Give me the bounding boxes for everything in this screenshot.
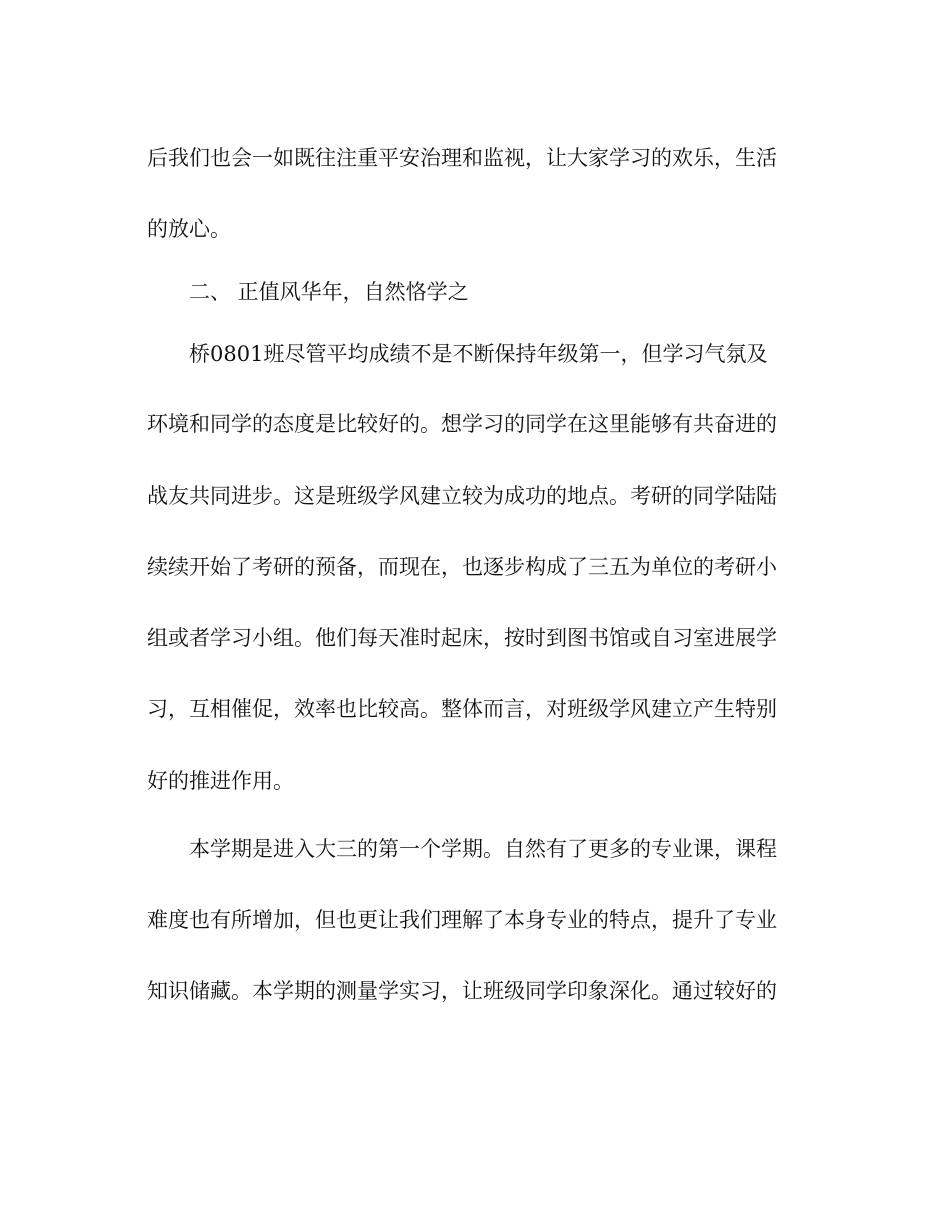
paragraph-line: 桥0801班尽管平均成绩不是不断保持年级第一，但学习气氛及 (189, 342, 768, 366)
section-heading: 二、 正值风华年，自然恪学之 (189, 280, 469, 304)
paragraph-line: 知识储藏。本学期的测量学实习，让班级同学印象深化。通过较好的 (147, 979, 777, 1003)
paragraph-line: 环境和同学的态度是比较好的。想学习的同学在这里能够有共奋进的 (147, 412, 777, 436)
paragraph-line: 的放心。 (147, 217, 231, 241)
paragraph-line: 习，互相催促，效率也比较高。整体而言，对班级学风建立产生特别 (147, 697, 777, 721)
paragraph-line: 本学期是进入大三的第一个学期。自然有了更多的专业课，课程 (189, 837, 777, 861)
paragraph-line: 战友共同进步。这是班级学风建立较为成功的地点。考研的同学陆陆 (147, 484, 777, 508)
paragraph-line: 后我们也会一如既往注重平安治理和监视，让大家学习的欢乐，生活 (147, 146, 777, 170)
paragraph-line: 续续开始了考研的预备，而现在，也逐步构成了三五为单位的考研小 (147, 555, 777, 579)
paragraph-line: 组或者学习小组。他们每天准时起床，按时到图书馆或自习室进展学 (147, 626, 777, 650)
paragraph-line: 难度也有所增加，但也更让我们理解了本身专业的特点，提升了专业 (147, 908, 777, 932)
paragraph-line: 好的推进作用。 (147, 769, 294, 793)
